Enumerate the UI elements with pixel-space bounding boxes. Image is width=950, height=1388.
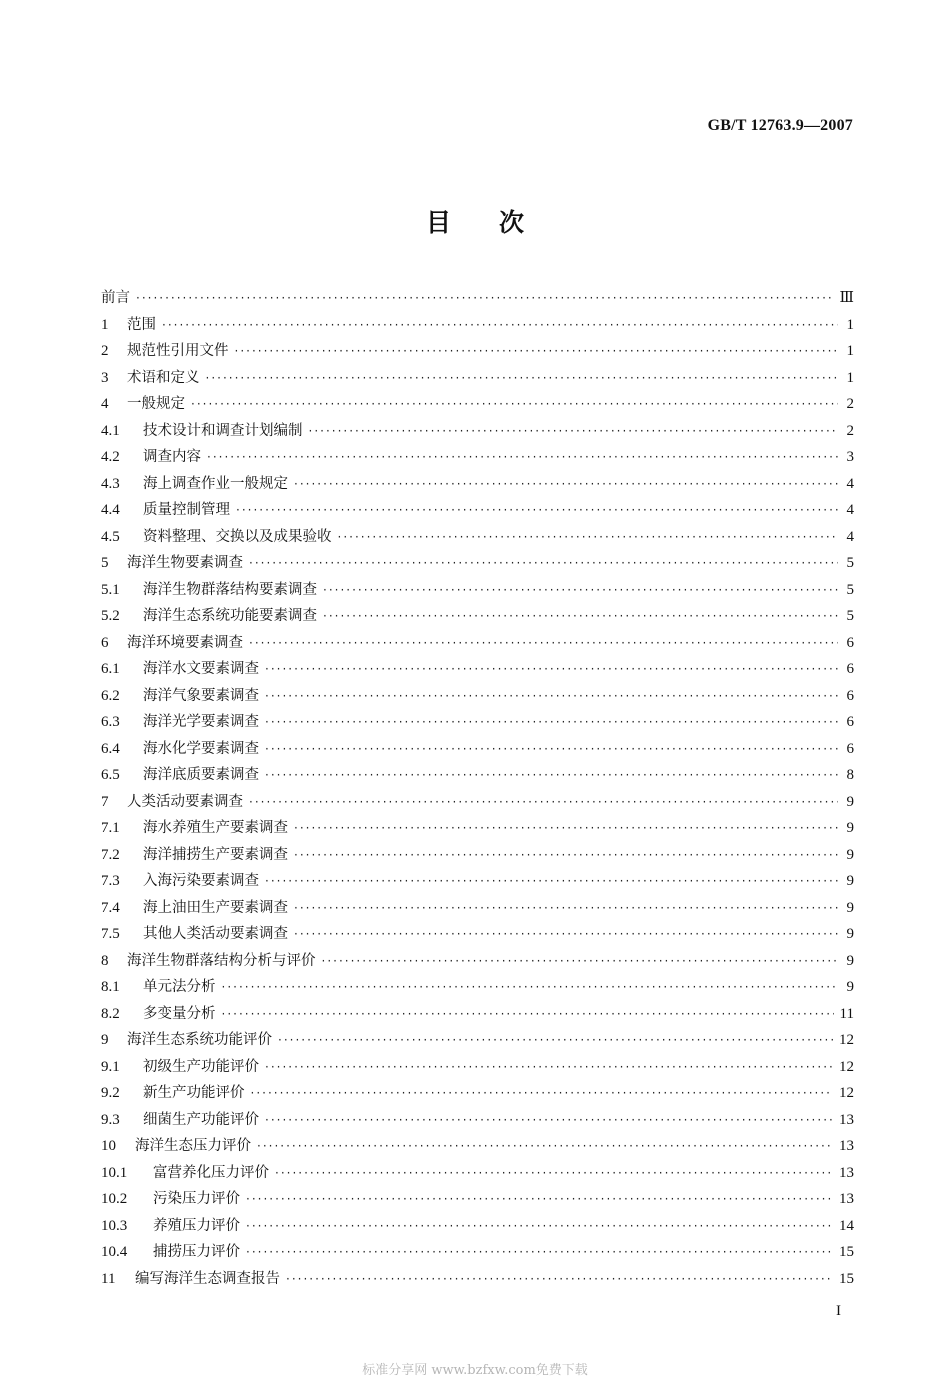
toc-entry[interactable]	[101, 631, 854, 658]
toc-entry-page: 4	[846, 475, 854, 492]
toc-entry-page: 13	[839, 1111, 854, 1128]
toc-entry-page: 4	[846, 502, 854, 518]
toc-entry-number: 4.3	[101, 475, 120, 492]
toc-entry-label: 术语和定义	[127, 369, 200, 386]
toc-entry[interactable]	[101, 816, 854, 843]
toc-entry-page: 9	[846, 979, 854, 995]
toc-entry-page: 9	[846, 846, 854, 863]
toc-entry-number: 7.2	[101, 846, 120, 863]
toc-dot-leader	[294, 821, 838, 835]
toc-entry-number: 7	[101, 793, 109, 810]
toc-entry-label: 新生产功能评价	[143, 1085, 245, 1101]
toc-entry-page: 11	[839, 1005, 854, 1022]
toc-entry-number: 10.3	[101, 1217, 128, 1234]
toc-entry-number: 6.1	[101, 661, 120, 677]
toc-entry-page: 6	[846, 661, 854, 677]
toc-entry-label: 海水化学要素调查	[143, 740, 259, 757]
toc-entry-number: 5	[101, 555, 109, 571]
toc-entry-number: 6.2	[101, 687, 120, 704]
toc-entry-label: 捕捞压力评价	[153, 1244, 240, 1260]
toc-dot-leader	[207, 450, 838, 464]
toc-entry[interactable]	[101, 525, 854, 552]
toc-entry-number: 6.4	[101, 740, 120, 757]
toc-dot-leader	[222, 1007, 834, 1021]
toc-entry-label: 细菌生产功能评价	[143, 1111, 259, 1128]
toc-entry-label: 编写海洋生态调查报告	[135, 1270, 280, 1287]
toc-dot-leader	[257, 1139, 833, 1153]
toc-entry-label: 多变量分析	[143, 1005, 216, 1022]
toc-entry-label: 质量控制管理	[143, 502, 230, 518]
toc-dot-leader	[251, 1086, 834, 1100]
toc-dot-leader	[236, 503, 838, 517]
page-number: I	[836, 1303, 841, 1319]
toc-dot-leader	[265, 662, 838, 676]
toc-dot-leader	[294, 477, 838, 491]
toc-entry[interactable]	[101, 869, 854, 896]
toc-entry[interactable]	[101, 1240, 854, 1267]
toc-entry-number: 11	[101, 1270, 116, 1287]
toc-entry-number: 4.5	[101, 528, 120, 545]
toc-entry-label: 人类活动要素调查	[127, 793, 243, 810]
toc-entry-page: 1	[846, 316, 854, 333]
toc-dot-leader	[309, 424, 839, 438]
toc-entry[interactable]	[101, 339, 854, 366]
toc-entry[interactable]	[101, 445, 854, 472]
toc-entry-page: Ⅲ	[839, 290, 854, 306]
toc-entry-page: 9	[846, 820, 854, 836]
toc-entry-page: 9	[846, 873, 854, 889]
toc-dot-leader	[249, 556, 838, 570]
toc-dot-leader	[338, 530, 839, 544]
toc-entry-number: 7.1	[101, 820, 120, 836]
toc-entry-page: 1	[846, 343, 854, 359]
toc-entry-page: 12	[839, 1032, 854, 1048]
toc-entry-number: 1	[101, 316, 109, 333]
toc-entry-number: 9	[101, 1032, 109, 1048]
table-of-contents	[101, 286, 854, 1293]
toc-dot-leader	[246, 1192, 833, 1206]
toc-dot-leader	[136, 291, 834, 305]
toc-entry-number: 8.1	[101, 979, 120, 995]
toc-dot-leader	[322, 954, 839, 968]
toc-dot-leader	[265, 1060, 833, 1074]
toc-entry-number: 10.1	[101, 1164, 128, 1181]
toc-entry-label: 海洋生态系统功能评价	[127, 1032, 272, 1048]
toc-dot-leader	[222, 980, 839, 994]
toc-entry-page: 6	[846, 714, 854, 730]
toc-entry-page: 6	[846, 634, 854, 651]
toc-entry-page: 13	[839, 1191, 854, 1207]
toc-dot-leader	[323, 609, 838, 623]
toc-entry-label: 海洋生物要素调查	[127, 555, 243, 571]
toc-entry-page: 5	[846, 608, 854, 624]
toc-entry-label: 海洋生物群落结构分析与评价	[127, 952, 316, 969]
watermark: 标准分享网 www.bzfxw.com免费下载	[362, 1363, 588, 1378]
toc-entry-page: 3	[846, 449, 854, 465]
toc-entry-page: 6	[846, 687, 854, 704]
toc-entry[interactable]	[101, 472, 854, 499]
toc-dot-leader	[294, 901, 838, 915]
toc-dot-leader	[265, 715, 838, 729]
toc-entry-page: 2	[846, 422, 854, 439]
toc-entry-number: 4	[101, 396, 109, 412]
toc-dot-leader	[265, 1113, 833, 1127]
toc-entry-number: 4.1	[101, 422, 120, 439]
toc-entry-label: 海洋水文要素调查	[143, 661, 259, 677]
toc-entry-page: 5	[846, 555, 854, 571]
toc-entry-label: 海洋环境要素调查	[127, 634, 243, 651]
toc-entry-label: 规范性引用文件	[127, 343, 229, 359]
toc-dot-leader	[294, 848, 838, 862]
standard-code: GB/T 12763.9—2007	[707, 117, 853, 134]
toc-entry-number: 8.2	[101, 1005, 120, 1022]
toc-entry[interactable]	[101, 922, 854, 949]
toc-entry-page: 13	[839, 1164, 854, 1181]
toc-entry-label: 富营养化压力评价	[153, 1164, 269, 1181]
toc-entry[interactable]	[101, 710, 854, 737]
toc-entry-number: 8	[101, 952, 109, 969]
toc-entry-page: 9	[846, 926, 854, 942]
toc-entry-label: 海洋捕捞生产要素调查	[143, 846, 288, 863]
toc-entry-number: 5.1	[101, 581, 120, 598]
toc-entry-label: 资料整理、交换以及成果验收	[143, 528, 332, 545]
toc-entry-page: 13	[839, 1138, 854, 1154]
toc-entry-page: 2	[846, 396, 854, 412]
toc-dot-leader	[246, 1219, 833, 1233]
toc-entry[interactable]	[101, 1134, 854, 1161]
page-title: 目次	[425, 208, 572, 237]
toc-entry[interactable]	[101, 551, 854, 578]
toc-dot-leader	[265, 742, 838, 756]
toc-entry-number: 9.1	[101, 1058, 120, 1075]
toc-entry[interactable]	[101, 790, 854, 817]
toc-dot-leader	[323, 583, 838, 597]
toc-dot-leader	[249, 636, 838, 650]
toc-entry[interactable]	[101, 1081, 854, 1108]
toc-entry[interactable]	[101, 763, 854, 790]
toc-entry-label: 单元法分析	[143, 979, 216, 995]
toc-dot-leader	[265, 689, 838, 703]
toc-entry-number: 7.3	[101, 873, 120, 889]
toc-dot-leader	[246, 1245, 833, 1259]
toc-entry-label: 一般规定	[127, 396, 185, 412]
toc-entry-label: 海洋生态压力评价	[135, 1138, 251, 1154]
toc-entry-label: 技术设计和调查计划编制	[143, 422, 303, 439]
toc-entry-page: 15	[839, 1270, 854, 1287]
toc-entry[interactable]	[101, 737, 854, 764]
toc-dot-leader	[286, 1272, 833, 1286]
toc-entry-number: 7.4	[101, 899, 120, 916]
toc-entry[interactable]	[101, 286, 854, 313]
toc-entry-label: 其他人类活动要素调查	[143, 926, 288, 942]
toc-dot-leader	[294, 927, 838, 941]
toc-entry[interactable]	[101, 313, 854, 340]
toc-entry-number: 10.2	[101, 1191, 128, 1207]
toc-entry-page: 14	[839, 1217, 854, 1234]
toc-entry-page: 9	[846, 899, 854, 916]
toc-dot-leader	[265, 874, 838, 888]
toc-entry-number: 10	[101, 1138, 116, 1154]
toc-entry-page: 9	[846, 793, 854, 810]
toc-entry-label: 调查内容	[143, 449, 201, 465]
toc-entry[interactable]	[101, 604, 854, 631]
toc-entry[interactable]	[101, 1214, 854, 1241]
toc-entry-label: 海水养殖生产要素调查	[143, 820, 288, 836]
toc-entry-number: 6.3	[101, 714, 120, 730]
toc-entry-label: 海洋光学要素调查	[143, 714, 259, 730]
toc-entry-number: 9.3	[101, 1111, 120, 1128]
toc-entry[interactable]	[101, 1108, 854, 1135]
toc-dot-leader	[235, 344, 839, 358]
toc-dot-leader	[278, 1033, 833, 1047]
toc-dot-leader	[206, 371, 839, 385]
toc-entry-label: 前言	[101, 290, 130, 306]
toc-entry[interactable]	[101, 1161, 854, 1188]
toc-entry-label: 海洋生物群落结构要素调查	[143, 581, 317, 598]
toc-entry[interactable]	[101, 419, 854, 446]
toc-entry-page: 9	[846, 952, 854, 969]
toc-dot-leader	[275, 1166, 833, 1180]
toc-entry[interactable]	[101, 975, 854, 1002]
toc-entry-page: 6	[846, 740, 854, 757]
toc-entry-number: 5.2	[101, 608, 120, 624]
toc-entry-label: 海洋底质要素调查	[143, 767, 259, 783]
toc-entry-label: 海洋生态系统功能要素调查	[143, 608, 317, 624]
toc-entry-page: 12	[839, 1085, 854, 1101]
toc-entry-number: 3	[101, 369, 109, 386]
toc-entry[interactable]	[101, 578, 854, 605]
toc-entry-number: 7.5	[101, 926, 120, 942]
toc-entry[interactable]	[101, 1187, 854, 1214]
toc-entry[interactable]	[101, 657, 854, 684]
toc-entry-page: 5	[846, 581, 854, 598]
toc-entry-label: 海上油田生产要素调查	[143, 899, 288, 916]
toc-entry[interactable]	[101, 1002, 854, 1029]
toc-entry[interactable]	[101, 949, 854, 976]
toc-entry-page: 4	[846, 528, 854, 545]
toc-entry-number: 9.2	[101, 1085, 120, 1101]
toc-entry[interactable]	[101, 896, 854, 923]
toc-entry[interactable]	[101, 843, 854, 870]
toc-entry-page: 8	[846, 767, 854, 783]
toc-entry-number: 6	[101, 634, 109, 651]
toc-entry[interactable]	[101, 684, 854, 711]
toc-entry[interactable]	[101, 1267, 854, 1294]
toc-dot-leader	[191, 397, 838, 411]
toc-entry-number: 10.4	[101, 1244, 128, 1260]
toc-entry-label: 初级生产功能评价	[143, 1058, 259, 1075]
toc-entry-label: 污染压力评价	[153, 1191, 240, 1207]
toc-dot-leader	[162, 318, 838, 332]
toc-entry-label: 养殖压力评价	[153, 1217, 240, 1234]
toc-entry[interactable]	[101, 1055, 854, 1082]
toc-entry[interactable]	[101, 366, 854, 393]
toc-entry-label: 海洋气象要素调查	[143, 687, 259, 704]
toc-entry-page: 1	[846, 369, 854, 386]
toc-entry[interactable]	[101, 392, 854, 419]
toc-entry[interactable]	[101, 1028, 854, 1055]
toc-entry-number: 2	[101, 343, 109, 359]
toc-entry-number: 4.2	[101, 449, 120, 465]
toc-dot-leader	[265, 768, 838, 782]
toc-entry-number: 4.4	[101, 502, 120, 518]
toc-dot-leader	[249, 795, 838, 809]
toc-entry-label: 海上调查作业一般规定	[143, 475, 288, 492]
toc-entry-page: 15	[839, 1244, 854, 1260]
toc-entry-label: 入海污染要素调查	[143, 873, 259, 889]
toc-entry[interactable]	[101, 498, 854, 525]
toc-entry-label: 范围	[127, 316, 156, 333]
toc-entry-page: 12	[839, 1058, 854, 1075]
toc-entry-number: 6.5	[101, 767, 120, 783]
